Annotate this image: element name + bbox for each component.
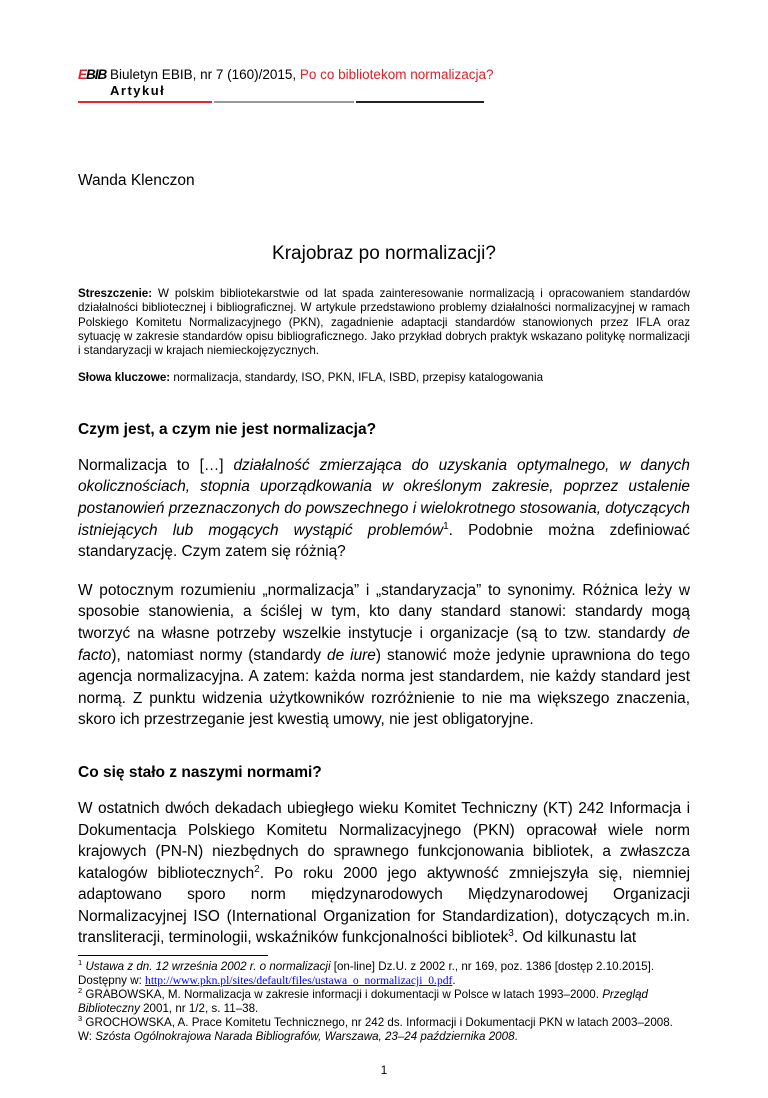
footnote-separator — [78, 955, 268, 956]
text: Normalizacja to […] — [78, 456, 234, 474]
text: Przegląd Biblioteczny — [78, 988, 648, 1016]
text: . Podobnie można zdefiniować standaryzację. Czym zatem się różnią? — [78, 521, 690, 561]
keywords-label: Słowa kluczowe: — [78, 371, 171, 385]
text: W ostatnich dwóch dekadach ubiegłego wieku Komitet Techniczny (KT) 242 Informacja i Dokumentacja Polskiego Komitetu Normalizacyjnego (PKN) opracował wiele norm krajowych (PN-N) niezbędnych do sprawnego funkcjonowania bibliotek, a zwłaszcza katalogów bibliotecznych — [78, 799, 690, 882]
issue-title: Po co bibliotekom normalizacja? — [299, 67, 494, 82]
running-header — [78, 66, 690, 83]
abstract-label: Streszczenie: — [78, 287, 153, 300]
footnote-ref[interactable]: 2 — [254, 863, 260, 875]
text: GROCHOWSKA, A. Prace Komitetu Technicznego, nr 242 ds. Informacji i Dokumentacji PKN w latach 2003–2008. W: — [78, 1016, 673, 1044]
article-title: Krajobraz po normalizacji? — [272, 243, 496, 264]
footnote-number: 2 — [78, 986, 83, 996]
text: GRABOWSKA, M. Normalizacja w zakresie informacji i dokumentacji w Polsce w latach 1993–2000. — [82, 988, 603, 1002]
header-rules — [78, 101, 690, 103]
section-label: Artykuł — [110, 83, 166, 98]
text: . — [452, 974, 456, 988]
section-heading: Co się stało z naszymi normami? — [78, 763, 322, 781]
paragraph — [78, 455, 690, 563]
keywords-text: normalizacja, standardy, ISO, PKN, IFLA, ISBD, przepisy katalogowania — [170, 371, 544, 385]
author: Wanda Klenczon — [78, 172, 195, 189]
section-heading: Czym jest, a czym nie jest normalizacja? — [78, 420, 377, 438]
abstract — [78, 287, 690, 358]
paragraph — [78, 580, 690, 731]
text: . — [514, 1030, 518, 1044]
paragraph — [78, 798, 690, 949]
text: Ustawa z dn. 12 września 2002 r. o normalizacji — [85, 960, 331, 974]
footnote-ref[interactable]: 1 — [443, 520, 449, 532]
header-rule-red — [78, 101, 212, 103]
text: . Po roku 2000 jego aktywność zmniejszyła się, niemniej adaptowano sporo norm międzynarodowych Międzynarodowej Organizacji Normalizacyjnej ISO (International Organization for Standardization), dotyczących m.in. transliteracji, terminologii, wskaźników funkcjonalności bibliotek — [78, 864, 690, 947]
text: ) stanowić może jedynie uprawniona do tego agencja normalizacyjna. A zatem: każda norma jest standardem, nie każdy standard jest normą. Z punktu widzenia użytkowników rozróżnienie to nie ma większego znaczenia, skoro ich przestrzeganie jest kwestią umowy, nie jest obligatoryjne. — [78, 646, 691, 729]
footnote-number: 1 — [78, 958, 83, 968]
quote: działalność zmierzająca do uzyskania optymalnego, w danych okolicznościach, stopnia uporządkowania w określonym zakresie, poprzez ustalenie postanowień przeznaczonych do powszechnego i wielokrotnego stosowania, dotyczących istniejących lub mogących wystąpić problemów — [78, 456, 690, 539]
text: . Od kilkunastu lat — [513, 929, 637, 947]
footnotes — [78, 960, 690, 1044]
ebib-logo: EBIB — [78, 67, 107, 82]
journal-info: Biuletyn EBIB, nr 7 (160)/2015, — [110, 67, 300, 82]
text: W potocznym rozumieniu „normalizacja” i „standaryzacja” to synonimy. Różnica leży w sposobie stanowienia, a ściślej w tym, kto dany standard stanowi: standardy mogą tworzyć na własne potrzeby wszelkie instytucje i organizacje (są to tzw. standardy — [78, 581, 690, 642]
page-number: 1 — [380, 1064, 388, 1078]
italic-term: de iure — [327, 646, 376, 664]
text: 2001, nr 1/2, s. 11–38. — [139, 1002, 259, 1016]
footnote-number: 3 — [78, 1014, 83, 1024]
italic-term: de facto — [78, 624, 690, 664]
footnote — [78, 988, 690, 1016]
footnote — [78, 960, 690, 988]
header-rule-black — [356, 101, 484, 103]
keywords — [78, 371, 690, 385]
abstract-text: W polskim bibliotekarstwie od lat spada zainteresowanie normalizacją i opracowaniem standardów działalności bibliotecznej i bibliograficznej. W artykule przedstawiono problemy działalności normalizacyjnej w ramach Polskiego Komitetu Normalizacyjnego (PKN), zagadnienie adaptacji standardów stanowionych przez IFLA oraz sytuację w zakresie standardów opisu bibliograficznego. Jako przykład dobrych praktyk wskazano politykę normalizacji i standaryzacji w krajach niemieckojęzycznych. — [78, 287, 690, 358]
header-rule-gray — [214, 101, 354, 103]
footnote-link[interactable]: http://www.pkn.pl/sites/default/files/ustawa_o_normalizacji_0.pdf — [145, 974, 453, 988]
footnote-ref[interactable]: 3 — [508, 928, 514, 940]
text: ), natomiast normy (standardy — [111, 646, 328, 664]
footnote — [78, 1016, 690, 1044]
text: Szósta Ogólnokrajowa Narada Bibliografów, Warszawa, 23–24 października 2008 — [95, 1030, 515, 1044]
text: [on-line] Dz.U. z 2002 r., nr 169, poz. 1386 [dostęp 2.10.2015]. Dostępny w: — [78, 960, 655, 988]
